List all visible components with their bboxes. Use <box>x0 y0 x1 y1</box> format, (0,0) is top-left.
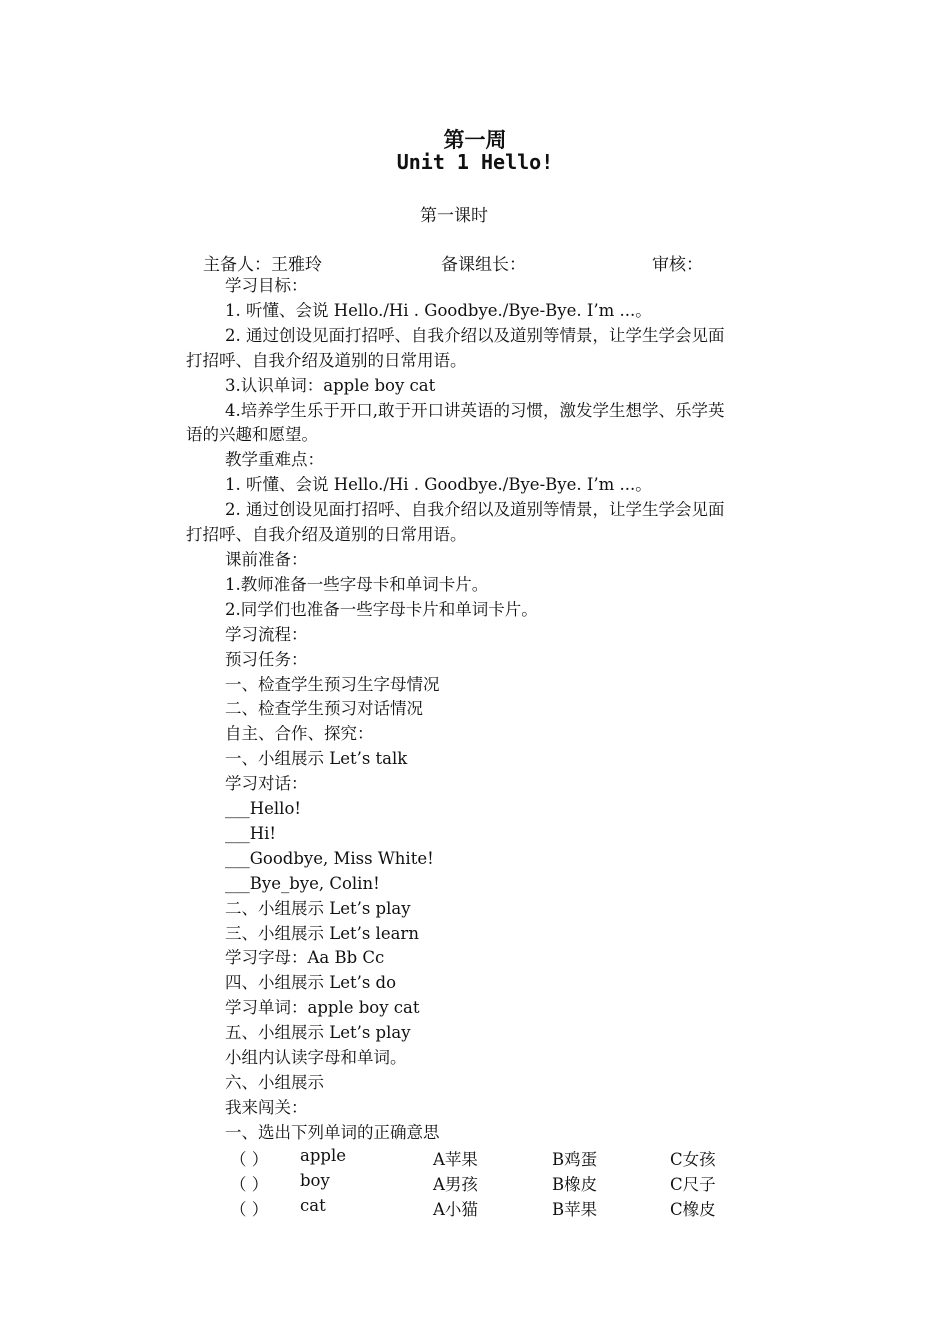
objective-item: 3.认识单词：apple boy cat <box>225 375 436 395</box>
letters-line: 学习字母：Aa Bb Cc <box>225 948 385 968</box>
quiz-word: apple <box>300 1146 347 1165</box>
objective-item: 2. 通过创设见面打招呼、自我介绍以及道别等情景，让学生学会见面打招呼、自我介绍及道别的日常用语。 <box>186 325 725 370</box>
section-heading: 课前准备： <box>225 549 308 569</box>
quiz-row <box>0 1196 950 1221</box>
task-item: 二、检查学生预习对话情况 <box>225 699 423 719</box>
quiz-word: boy <box>300 1171 330 1190</box>
words-line: 学习单词：apple boy cat <box>225 998 420 1018</box>
option-c: C橡皮 <box>670 1200 716 1219</box>
section-heading: 预习任务： <box>225 649 308 669</box>
activity-note: 小组内认读字母和单词。 <box>225 1048 407 1068</box>
option-c: C尺子 <box>670 1175 716 1194</box>
preparation-item: 1.教师准备一些字母卡和单词卡片。 <box>225 574 489 594</box>
quiz-row <box>0 1146 950 1171</box>
section-heading: 学习目标： <box>225 276 308 295</box>
section-heading: 我来闯关： <box>225 1097 308 1117</box>
activity-item: 二、小组展示 Let’s play <box>225 898 411 918</box>
activity-item: 三、小组展示 Let’s learn <box>225 923 419 943</box>
option-a: A小猫 <box>433 1200 478 1219</box>
reviewer: 审核： <box>652 255 703 275</box>
quiz-word: cat <box>300 1196 326 1215</box>
objective-item: 4.培养学生乐于开口,敢于开口讲英语的习惯，激发学生想学、乐学英语的兴趣和愿望。 <box>186 400 725 445</box>
option-a: A男孩 <box>433 1175 478 1194</box>
option-a: A苹果 <box>433 1150 478 1169</box>
key-point-item: 2. 通过创设见面打招呼、自我介绍以及道别等情景，让学生学会见面打招呼、自我介绍及道别的日常用语。 <box>186 500 725 545</box>
dialog-line: ___Hello! <box>225 799 302 819</box>
option-c: C女孩 <box>670 1150 716 1169</box>
dialog-heading: 学习对话： <box>225 774 308 794</box>
week-title: 第一周 <box>443 128 507 152</box>
quiz-row <box>0 1171 950 1196</box>
preparation-item: 2.同学们也准备一些字母卡片和单词卡片。 <box>225 599 538 619</box>
option-b: B苹果 <box>552 1200 598 1219</box>
task-item: 一、检查学生预习生字母情况 <box>225 674 440 694</box>
key-point-item: 1. 听懂、会说 Hello./Hi . Goodbye./Bye-Bye. I’m ...。 <box>225 475 652 495</box>
option-b: B鸡蛋 <box>552 1150 598 1169</box>
exercise-heading: 一、选出下列单词的正确意思 <box>225 1122 440 1142</box>
main-preparer: 主备人：王雅玲 <box>203 255 322 275</box>
answer-blank: （ ） <box>230 1175 269 1194</box>
dialog-line: ___Hi! <box>225 823 277 843</box>
section-heading: 教学重难点： <box>225 450 324 470</box>
section-heading: 自主、合作、探究： <box>225 724 374 744</box>
lesson-body <box>186 274 726 1146</box>
dialog-line: ___Goodbye, Miss White! <box>225 848 434 868</box>
option-b: B橡皮 <box>552 1175 598 1194</box>
activity-item: 四、小组展示 Let’s do <box>225 973 397 993</box>
author-line <box>0 250 950 274</box>
activity-item: 一、小组展示 Let’s talk <box>225 749 408 769</box>
lesson-subtitle: 第一课时 <box>420 206 488 226</box>
dialog-line: ___Bye_bye, Colin! <box>225 873 380 893</box>
unit-title: Unit 1 Hello! <box>396 150 554 174</box>
activity-item: 六、小组展示 <box>225 1073 324 1092</box>
section-heading: 学习流程： <box>225 624 308 644</box>
answer-blank: （ ） <box>230 1200 269 1219</box>
group-leader: 备课组长： <box>441 255 526 275</box>
objective-item: 1. 听懂、会说 Hello./Hi . Goodbye./Bye-Bye. I’m ...。 <box>225 300 652 320</box>
answer-blank: （ ） <box>230 1150 269 1169</box>
activity-item: 五、小组展示 Let’s play <box>225 1023 411 1043</box>
